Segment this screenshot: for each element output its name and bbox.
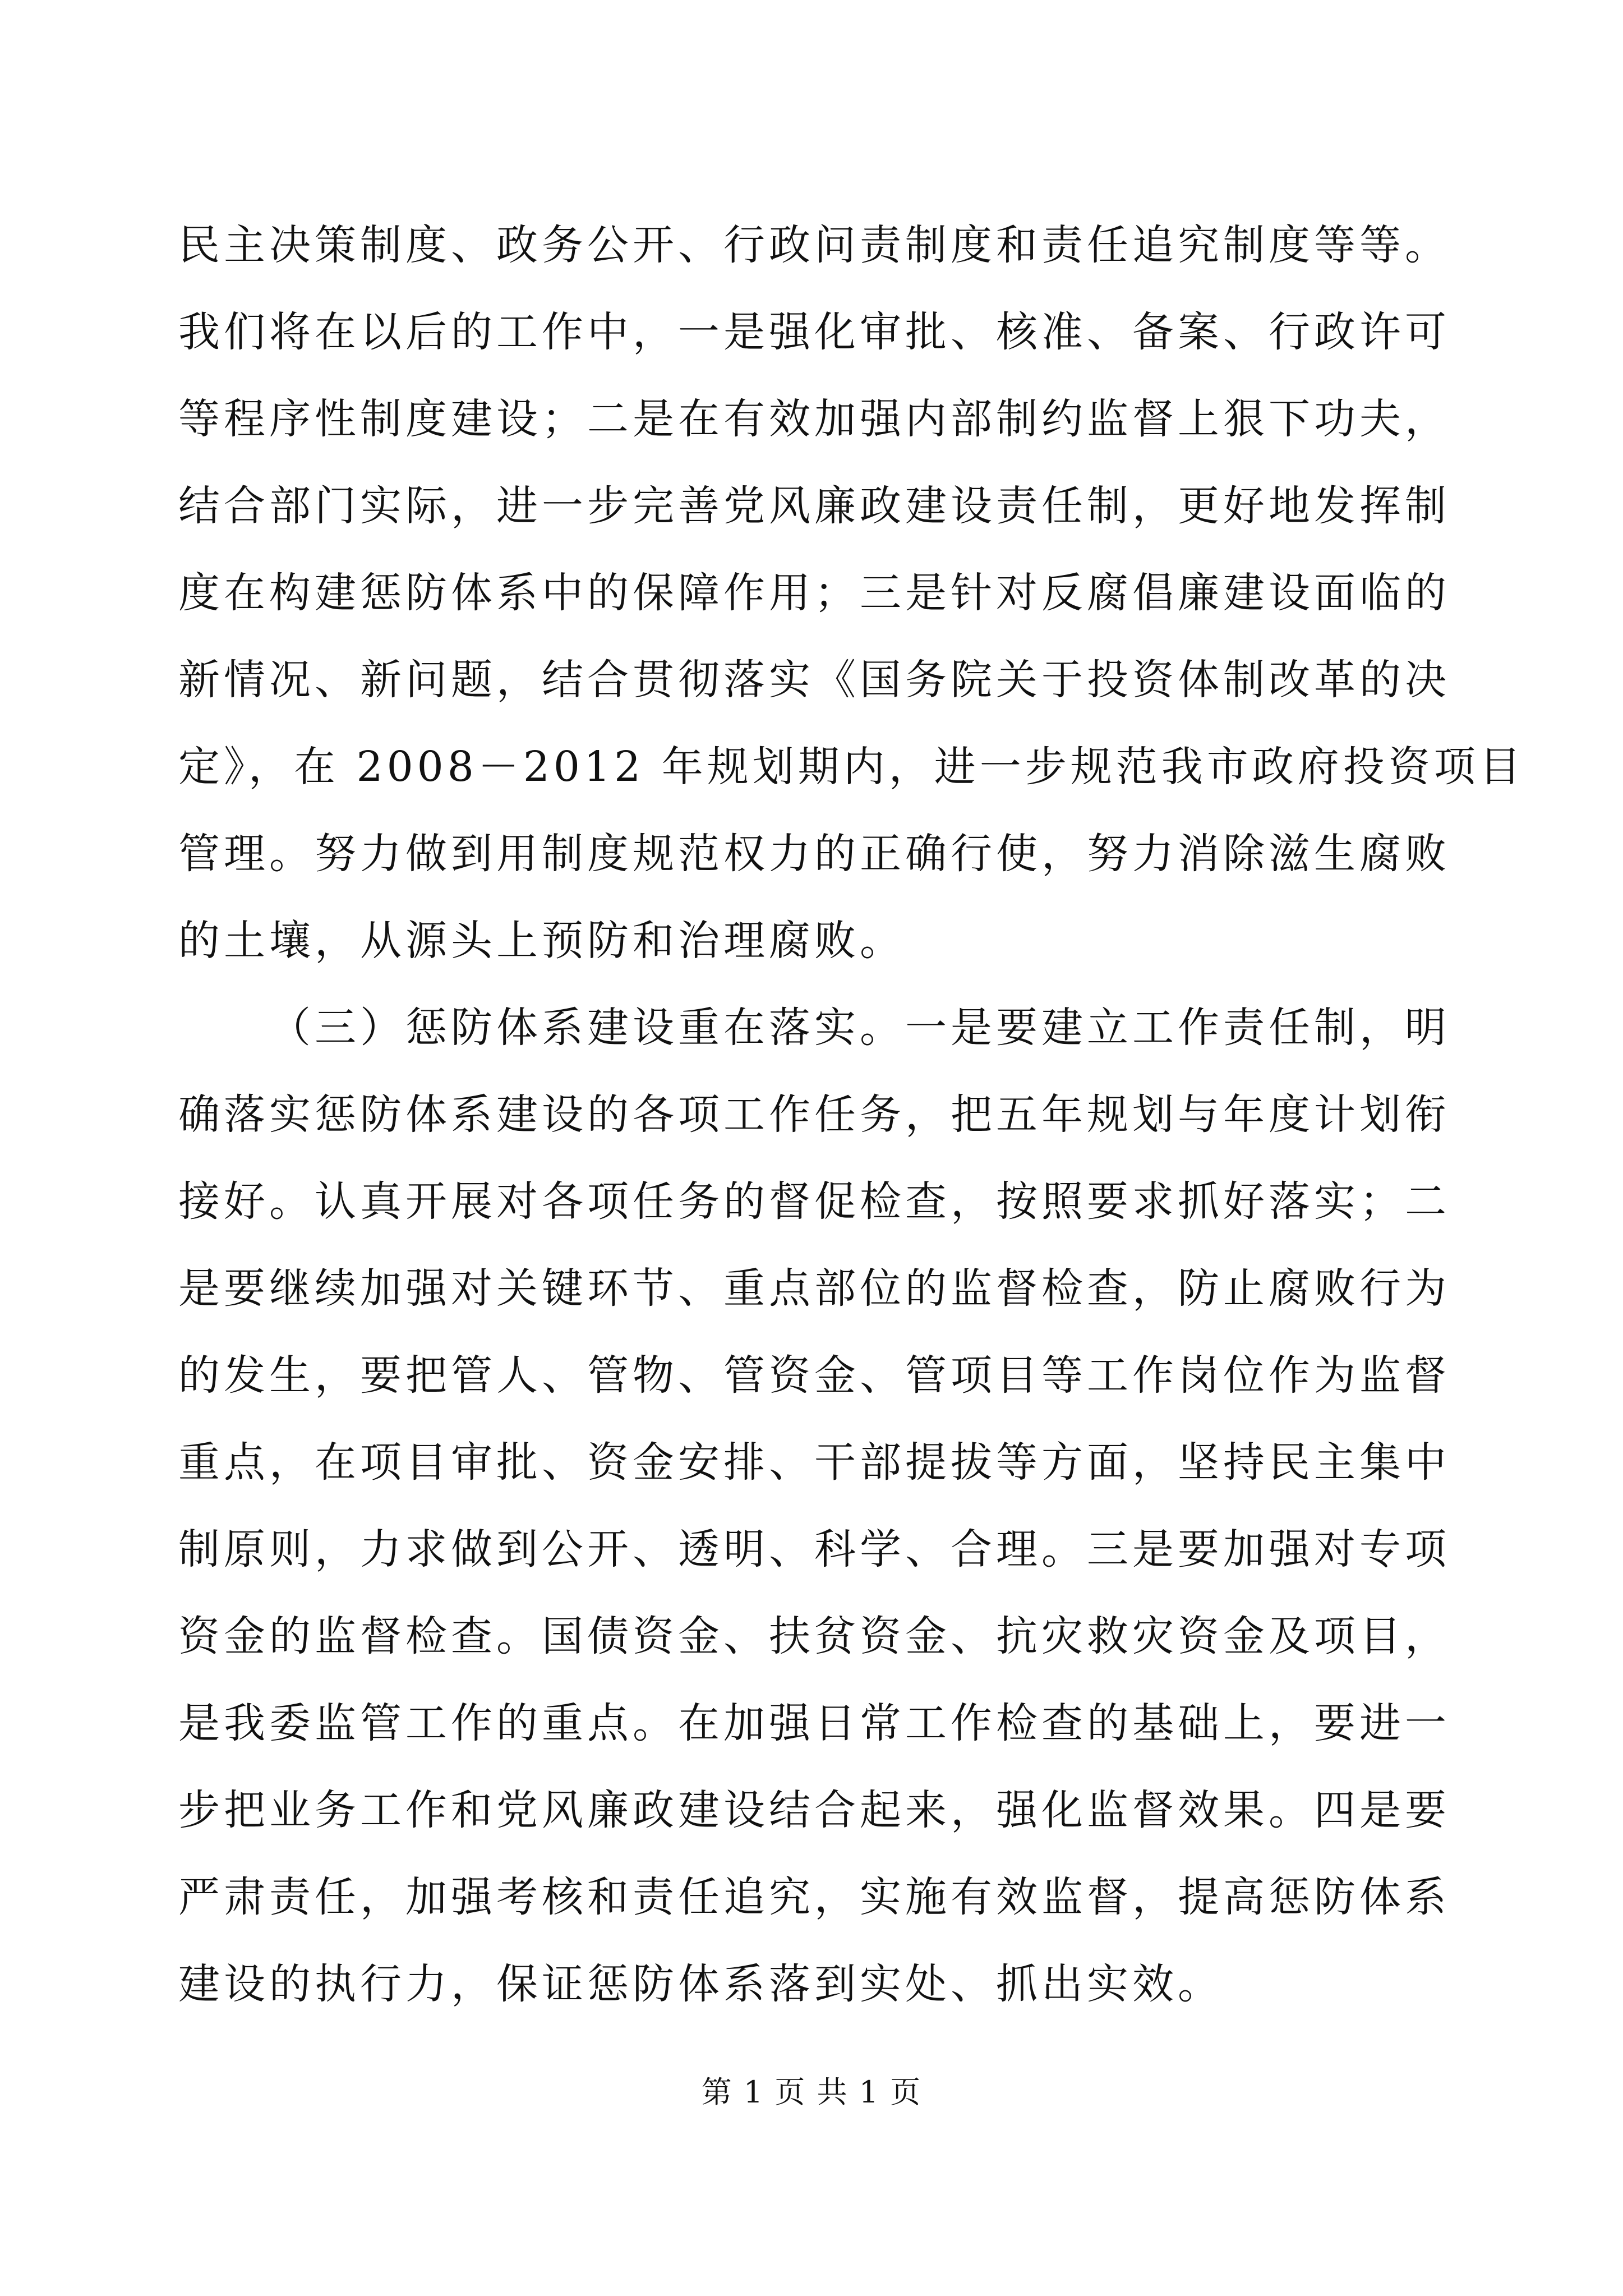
text-line: 度在构建惩防体系中的保障作用；三是针对反腐倡廉建设面临的 (178, 569, 1450, 617)
text-line: 等程序性制度建设；二是在有效加强内部制约监督上狠下功夫， (178, 395, 1450, 443)
text-line: 的土壤，从源头上预防和治理腐败。 (178, 917, 905, 965)
text-line: 我们将在以后的工作中，一是强化审批、核准、备案、行政许可 (178, 308, 1450, 356)
text-line: 步把业务工作和党风廉政建设结合起来，强化监督效果。四是要 (178, 1786, 1450, 1834)
text-line: 严肃责任，加强考核和责任追究，实施有效监督，提高惩防体系 (178, 1873, 1450, 1921)
document-body (178, 202, 1525, 2028)
text-line: 制原则，力求做到公开、透明、科学、合理。三是要加强对专项 (178, 1525, 1450, 1573)
paragraph-first-line: （三）惩防体系建设重在落实。一是要建立工作责任制，明 (269, 1004, 1450, 1052)
text-line: 是要继续加强对关键环节、重点部位的监督检查，防止腐败行为 (178, 1264, 1450, 1313)
text-line: 管理。努力做到用制度规范权力的正确行使，努力消除滋生腐败 (178, 830, 1450, 878)
text-line: 重点，在项目审批、资金安排、干部提拔等方面，坚持民主集中 (178, 1438, 1450, 1487)
text-line: 是我委监管工作的重点。在加强日常工作检查的基础上，要进一 (178, 1699, 1450, 1747)
text-line: 新情况、新问题，结合贯彻落实《国务院关于投资体制改革的决 (178, 656, 1450, 704)
text-line: 结合部门实际，进一步完善党风廉政建设责任制，更好地发挥制 (178, 482, 1450, 530)
text-line: 接好。认真开展对各项任务的督促检查，按照要求抓好落实；二 (178, 1177, 1450, 1226)
text-line: 定》，在 2008－2012 年规划期内，进一步规范我市政府投资项目 (178, 743, 1525, 791)
text-line: 确落实惩防体系建设的各项工作任务，把五年规划与年度计划衔 (178, 1091, 1450, 1139)
page-footer: 第 1 页 共 1 页 (701, 2074, 922, 2110)
text-line: 建设的执行力，保证惩防体系落到实处、抓出实效。 (178, 1960, 1223, 2008)
text-line: 的发生，要把管人、管物、管资金、管项目等工作岗位作为监督 (178, 1351, 1450, 1400)
text-line: 民主决策制度、政务公开、行政问责制度和责任追究制度等等。 (178, 221, 1450, 269)
text-line: 资金的监督检查。国债资金、扶贫资金、抗灾救灾资金及项目， (178, 1612, 1450, 1660)
